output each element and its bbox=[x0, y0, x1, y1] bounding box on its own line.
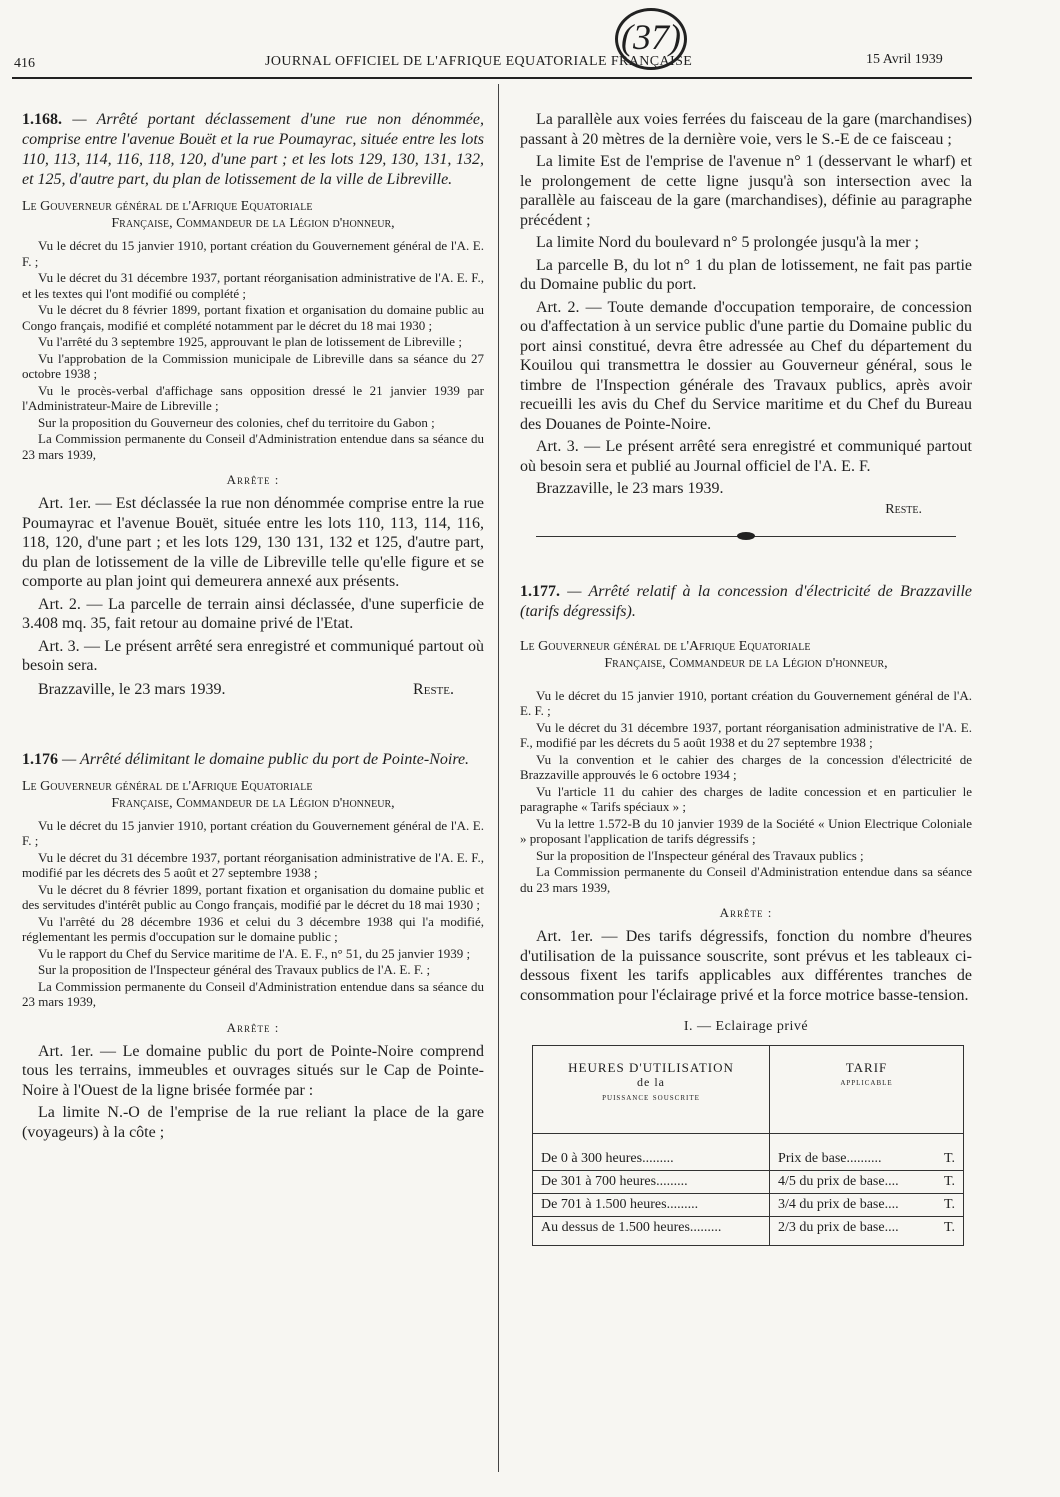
separator-ornament bbox=[737, 532, 755, 540]
arrete-label: Arrête : bbox=[226, 472, 280, 487]
arrete-label: Arrête : bbox=[226, 1019, 280, 1035]
arrete-title: — Arrêté relatif à la concession d'électricité de Brazzaville (tarifs dégressifs). bbox=[520, 582, 973, 620]
vu-paragraph: Vu l'arrêté du 28 décembre 1936 et celui du 3 décembre 1938 qui l'a modifié, réglementant les permis d'occupation sur le domaine public ; bbox=[22, 913, 484, 944]
vu-paragraph: Vu l'article 11 du cahier des charges de ladite concession et en particulier le paragraphe « Tarifs spéciaux » ; bbox=[520, 783, 972, 814]
vu-paragraph: Vu la convention et le cahier des charges de la concession d'électricité de Brazzaville approuvés le 6 octobre 1934 ; bbox=[520, 751, 972, 782]
vu-paragraph: Sur la proposition du Gouverneur des colonies, chef du territoire du Gabon ; bbox=[38, 414, 435, 430]
tariff-table bbox=[532, 1045, 964, 1246]
article-continuation: La limite Est de l'emprise de l'avenue n° 1 (desservant le wharf) et le prolongement de cette ligne jusqu'à son intersection avec la parallèle au faisceau de la gare (marchandises), définie au paragraphe précédent ; bbox=[520, 153, 972, 229]
price-unit: T. bbox=[943, 1151, 955, 1166]
journal-title: JOURNAL OFFICIEL DE L'AFRIQUE EQUATORIALE FRANÇAISE bbox=[265, 54, 693, 69]
arrete-1177-heading bbox=[520, 582, 972, 622]
vu-paragraph: Vu la lettre 1.572-B du 10 janvier 1939 de la Société « Union Electrique Coloniale » proposant l'application de tarifs dégressifs ; bbox=[520, 815, 972, 846]
section-title: I. — Eclairage privé bbox=[683, 1019, 809, 1034]
vu-paragraph: La Commission permanente du Conseil d'Administration entendue dans sa séance du 23 mars 1939, bbox=[520, 864, 972, 895]
governor-title bbox=[22, 198, 484, 232]
article-continuation: La limite Nord du boulevard n° 5 prolongée jusqu'à la mer ; bbox=[536, 234, 919, 251]
vu-paragraph: Sur la proposition de l'Inspecteur général des Travaux publics de l'A. E. F. ; bbox=[38, 962, 431, 977]
table-row bbox=[533, 1194, 964, 1217]
header-rule bbox=[12, 77, 972, 79]
arrete-title: — Arrêté portant déclassement d'une rue non dénommée, comprise entre l'avenue Bouët et la rue Poumayrac, située entre les lots 110, 113, 114, 116, 118, 120, d'une part ; et les lots 129, 130, 131, 132, et 125, d'autre part, du plan de lotissement de la ville de Libreville. bbox=[22, 111, 484, 188]
governor-line-1: Le Gouverneur général de l'Afrique Equatoriale bbox=[520, 638, 811, 654]
left-column bbox=[22, 110, 484, 1145]
price-text: 2/3 du prix de base.... bbox=[778, 1220, 899, 1235]
vu-paragraph: Vu le décret du 31 décembre 1937, portant réorganisation administrative de l'A. E. F., et les textes qui l'ont modifié ou complété ; bbox=[22, 270, 484, 301]
arrete-title: — Arrêté délimitant le domaine public du port de Pointe-Noire. bbox=[62, 750, 470, 768]
article: Art. 2. — La parcelle de terrain ainsi déclassée, d'une superficie de 3.408 mq. 35, fait retour au domaine privé de l'Etat. bbox=[22, 595, 484, 632]
vu-paragraph: Vu le décret du 15 janvier 1910, portant création du Gouvernement général de l'A. E. F. ; bbox=[22, 817, 484, 848]
article-continuation: La parcelle B, du lot n° 1 du plan de lotissement, ne fait pas partie du Domaine public du port. bbox=[520, 256, 972, 293]
price-unit: T. bbox=[943, 1174, 955, 1189]
hours-cell: De 701 à 1.500 heures......... bbox=[533, 1194, 770, 1217]
price-cell bbox=[770, 1134, 964, 1171]
price-cell bbox=[770, 1171, 964, 1194]
header-label: TARIF bbox=[845, 1060, 888, 1075]
vu-paragraph: La Commission permanente du Conseil d'Administration entendue dans sa séance du 23 mars 1939, bbox=[22, 431, 484, 462]
header-sublabel: puissance souscrite bbox=[602, 1092, 700, 1103]
governor-line-1: Le Gouverneur général de l'Afrique Equatoriale bbox=[22, 778, 313, 794]
vu-paragraph: Vu le procès-verbal d'affichage sans opposition dressé le 21 janvier 1939 par l'Administrateur-Maire de Libreville ; bbox=[22, 382, 484, 413]
table-row bbox=[533, 1217, 964, 1246]
article: Art. 1er. — Est déclassée la rue non dénommée comprise entre la rue Poumayrac et l'avenue Bouët, située entre les lots 110, 113, 114, 116, 118, 120, d'une part ; et les lots 129, 130 131, 132 et 125, d'autre part, du plan de lotissement de la ville de Libreville telle qu'elle figure et se comporte au plan joint qui demeurera annexé aux présents. bbox=[22, 495, 484, 590]
price-cell bbox=[770, 1194, 964, 1217]
page-number: 416 bbox=[14, 56, 35, 71]
table-row bbox=[533, 1134, 964, 1171]
arrete-1168-heading bbox=[22, 110, 484, 190]
arrete-number: 1.177. bbox=[520, 582, 560, 600]
hours-cell: De 0 à 300 heures......... bbox=[533, 1134, 770, 1171]
price-cell bbox=[770, 1217, 964, 1246]
arrete-label: Arrête : bbox=[719, 905, 773, 920]
arrete-number: 1.176 bbox=[22, 750, 58, 768]
hours-cell: De 301 à 700 heures......... bbox=[533, 1171, 770, 1194]
governor-line-2: Française, Commandeur de la Légion d'honneur, bbox=[111, 216, 395, 231]
article: Art. 3. — Le présent arrêté sera enregistré et communiqué partout où besoin sera. bbox=[22, 637, 484, 674]
header-sublabel: applicable bbox=[840, 1077, 893, 1088]
article: Art. 1er. — Le domaine public du port de Pointe-Noire comprend tous les terrains, immeubles et ouvrages situés sur le Cap de Pointe-Noire à l'Ouest de la ligne brisée formée par : bbox=[22, 1042, 484, 1099]
header-sublabel: de la bbox=[637, 1075, 666, 1089]
governor-title bbox=[22, 778, 484, 812]
governor-title bbox=[520, 638, 972, 672]
signature: Reste. bbox=[885, 501, 922, 517]
vu-paragraph: Vu l'arrêté du 3 septembre 1925, approuvant le plan de lotissement de Libreville ; bbox=[38, 334, 462, 349]
arrete-number: 1.168. bbox=[22, 111, 62, 128]
vu-paragraph: Vu le décret du 15 janvier 1910, portant création du Gouvernement général de l'A. E. F. ; bbox=[22, 238, 484, 269]
vu-paragraph: Vu le décret du 8 février 1899, portant fixation et organisation du domaine public et des servitudes d'intérêt public au Congo français, modifié par le décret du 18 mai 1930 ; bbox=[22, 881, 484, 912]
article-continuation: La parallèle aux voies ferrées du faisceau de la gare (marchandises) passant à 20 mètres de la dernière voie, vers le S.-E de ce faisceau ; bbox=[520, 111, 972, 148]
right-column bbox=[520, 110, 972, 1246]
table-header-hours bbox=[533, 1046, 770, 1134]
price-unit: T. bbox=[943, 1220, 955, 1235]
vu-paragraph: Vu le décret du 31 décembre 1937, portant réorganisation administrative de l'A. E. F., modifié par les décrets des 5 août et 27 septembre 1938 ; bbox=[22, 849, 484, 880]
vu-paragraph: Sur la proposition de l'Inspecteur général des Travaux publics ; bbox=[536, 847, 864, 863]
governor-line-2: Française, Commandeur de la Légion d'honneur, bbox=[604, 655, 888, 671]
issue-date: 15 Avril 1939 bbox=[866, 52, 943, 67]
vu-paragraph: Vu le décret du 31 décembre 1937, portant réorganisation administrative de l'A. E. F., modifié par les décrets du 5 août 1938 et du 27 septembre 1938 ; bbox=[520, 719, 972, 750]
signature: Reste. bbox=[413, 680, 454, 698]
column-divider bbox=[498, 84, 499, 1472]
article: Art. 2. — Toute demande d'occupation temporaire, de concession ou d'affectation à un service public d'une partie du Domaine public du port ainsi constitué, devra être adressée au Chef du département du Kouilou qui transmettra le dossier au Gouverneur général, sous le timbre de l'Inspection générale des Travaux publics, après avoir recueilli les avis du Chef du Service maritime et du Chef du Bureau des Douanes de Pointe-Noire. bbox=[520, 298, 972, 433]
article: Art. 1er. — Des tarifs dégressifs, fonction du nombre d'heures d'utilisation de la puissance souscrite, sont prévus et les tableaux ci-dessous fixent les tarifs applicables aux différentes tranches de consommation pour l'éclairage privé et la force motrice basse-tension. bbox=[520, 928, 972, 1004]
hours-cell: Au dessus de 1.500 heures......... bbox=[533, 1217, 770, 1246]
vu-paragraph: Vu le décret du 8 février 1899, portant fixation et organisation du domaine public au Congo français, modifié et complété notamment par le décret du 18 mai 1930 ; bbox=[22, 302, 484, 333]
price-unit: T. bbox=[943, 1197, 955, 1212]
price-text: Prix de base.......... bbox=[778, 1151, 882, 1166]
governor-line-1: Le Gouverneur général de l'Afrique Equatoriale bbox=[22, 199, 313, 214]
section-separator bbox=[536, 532, 956, 542]
vu-paragraph: Vu le rapport du Chef du Service maritime de l'A. E. F., n° 51, du 25 janvier 1939 ; bbox=[38, 945, 471, 961]
vu-paragraph: Vu l'approbation de la Commission municipale de Libreville dans sa séance du 27 octobre 1938 ; bbox=[22, 350, 484, 381]
table-header-tarif bbox=[770, 1046, 964, 1134]
vu-paragraph: Vu le décret du 15 janvier 1910, portant création du Gouvernement général de l'A. E. F. ; bbox=[520, 687, 972, 718]
price-text: 3/4 du prix de base.... bbox=[778, 1197, 899, 1212]
place-date: Brazzaville, le 23 mars 1939. bbox=[38, 680, 226, 698]
vu-paragraph: La Commission permanente du Conseil d'Administration entendue dans sa séance du 23 mars 1939, bbox=[22, 978, 484, 1009]
arrete-1176-heading bbox=[22, 750, 484, 770]
header-label: HEURES D'UTILISATION bbox=[568, 1060, 734, 1075]
handwritten-stamp: (37) bbox=[615, 8, 687, 70]
table-row bbox=[533, 1171, 964, 1194]
governor-line-2: Française, Commandeur de la Légion d'honneur, bbox=[111, 795, 395, 811]
article: Art. 3. — Le présent arrêté sera enregistré et communiqué partout où besoin sera et publié au Journal officiel de l'A. E. F. bbox=[520, 438, 972, 475]
signature-line bbox=[22, 680, 484, 700]
place-date: Brazzaville, le 23 mars 1939. bbox=[536, 480, 724, 497]
price-text: 4/5 du prix de base.... bbox=[778, 1174, 899, 1189]
article: La limite N.-O de l'emprise de la rue reliant la place de la gare (voyageurs) à la côte ; bbox=[22, 1104, 484, 1141]
